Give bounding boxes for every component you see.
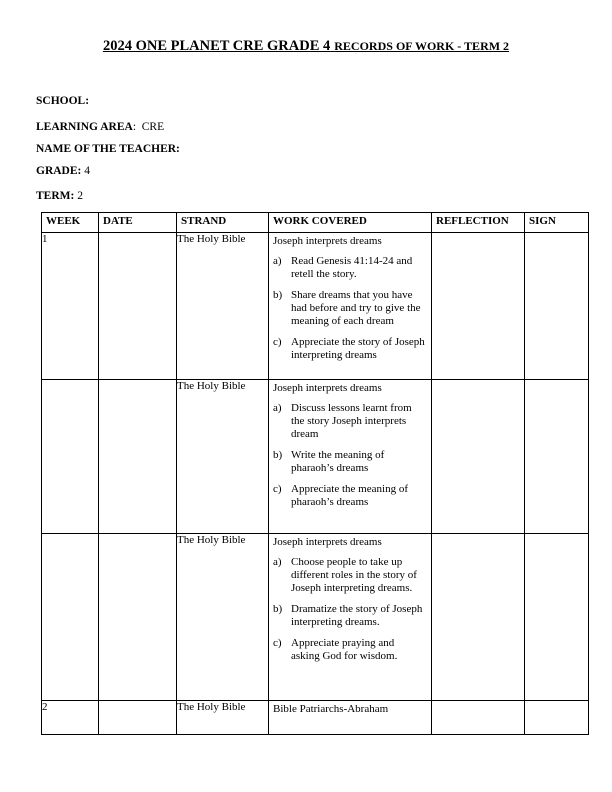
work-covered-cell — [269, 534, 432, 701]
item-marker: b) — [273, 449, 283, 461]
list-item — [273, 255, 425, 281]
strand-cell: The Holy Bible — [177, 534, 269, 701]
table-row — [42, 534, 589, 701]
header-reflection: REFLECTION — [432, 213, 525, 233]
item-text: Appreciate praying and asking God for wisdom. — [291, 637, 398, 662]
table-row — [42, 701, 589, 735]
item-marker: c) — [273, 637, 282, 649]
table-row — [42, 380, 589, 534]
item-marker: b) — [273, 289, 283, 301]
reflection-cell — [432, 534, 525, 701]
activity-list — [269, 255, 431, 362]
strand-cell: The Holy Bible — [177, 701, 269, 735]
title-sub: RECORDS OF WORK - TERM 2 — [334, 39, 510, 53]
item-marker: c) — [273, 336, 282, 348]
date-cell — [99, 701, 177, 735]
week-cell — [42, 380, 99, 534]
work-covered-cell — [269, 380, 432, 534]
learning-area-field: LEARNING AREA: CRE — [36, 121, 165, 133]
item-text: Appreciate the story of Joseph interpreting dreams — [291, 336, 425, 361]
list-item — [273, 449, 425, 475]
work-covered-cell — [269, 701, 432, 735]
list-item — [273, 603, 425, 629]
learning-area-value: CRE — [141, 121, 165, 133]
week-cell: 1 — [42, 233, 99, 380]
list-item — [273, 402, 425, 441]
grade-value: 4 — [84, 165, 90, 177]
week-cell — [42, 534, 99, 701]
list-item — [273, 483, 425, 509]
item-text: Discuss lessons learnt from the story Joseph interprets dream — [291, 402, 412, 440]
sign-cell — [525, 534, 589, 701]
reflection-cell — [432, 233, 525, 380]
header-sign: SIGN — [525, 213, 589, 233]
document-title — [0, 38, 612, 54]
topic-title: Bible Patriarchs-Abraham — [273, 703, 389, 715]
work-covered-cell — [269, 233, 432, 380]
topic-title: Joseph interprets dreams — [273, 235, 382, 247]
date-cell — [99, 534, 177, 701]
term-field — [36, 189, 83, 203]
header-date: DATE — [99, 213, 177, 233]
grade-field — [36, 164, 90, 178]
learning-area-label: LEARNING AREA — [36, 121, 133, 133]
activity-list — [269, 556, 431, 663]
table-row — [42, 233, 589, 380]
item-marker: a) — [273, 402, 282, 414]
item-marker: a) — [273, 255, 282, 267]
activity-list — [269, 402, 431, 509]
school-field — [36, 94, 89, 108]
sign-cell — [525, 233, 589, 380]
list-item — [273, 637, 425, 663]
list-item — [273, 336, 425, 362]
grade-label: GRADE: — [36, 165, 82, 177]
sign-cell — [525, 380, 589, 534]
item-text: Appreciate the meaning of pharaoh’s dreams — [291, 483, 408, 508]
term-label: TERM: — [36, 190, 75, 202]
term-value: 2 — [77, 190, 83, 202]
item-text: Share dreams that you have had before and try to give the meaning of each dream — [291, 289, 421, 327]
table-header-row — [42, 213, 589, 233]
item-text: Write the meaning of pharaoh’s dreams — [291, 449, 385, 474]
header-week: WEEK — [42, 213, 99, 233]
item-text: Dramatize the story of Joseph interpreting dreams. — [291, 603, 423, 628]
sign-cell — [525, 701, 589, 735]
item-text: Read Genesis 41:14-24 and retell the story. — [291, 255, 413, 280]
topic-title: Joseph interprets dreams — [273, 382, 382, 394]
teacher-field — [36, 142, 180, 156]
topic-title: Joseph interprets dreams — [273, 536, 382, 548]
strand-cell: The Holy Bible — [177, 233, 269, 380]
reflection-cell — [432, 701, 525, 735]
item-marker: b) — [273, 603, 283, 615]
header-work-covered: WORK COVERED — [269, 213, 432, 233]
date-cell — [99, 233, 177, 380]
teacher-label: NAME OF THE TEACHER: — [36, 143, 180, 155]
week-cell: 2 — [42, 701, 99, 735]
records-table — [41, 212, 589, 735]
list-item — [273, 556, 425, 595]
list-item — [273, 289, 425, 328]
reflection-cell — [432, 380, 525, 534]
item-text: Choose people to take up different roles in the story of Joseph interpreting dreams. — [291, 556, 417, 594]
item-marker: c) — [273, 483, 282, 495]
title-main: 2024 ONE PLANET CRE GRADE 4 — [102, 38, 331, 54]
school-label: SCHOOL: — [36, 95, 90, 107]
strand-cell: The Holy Bible — [177, 380, 269, 534]
date-cell — [99, 380, 177, 534]
item-marker: a) — [273, 556, 282, 568]
header-strand: STRAND — [177, 213, 269, 233]
